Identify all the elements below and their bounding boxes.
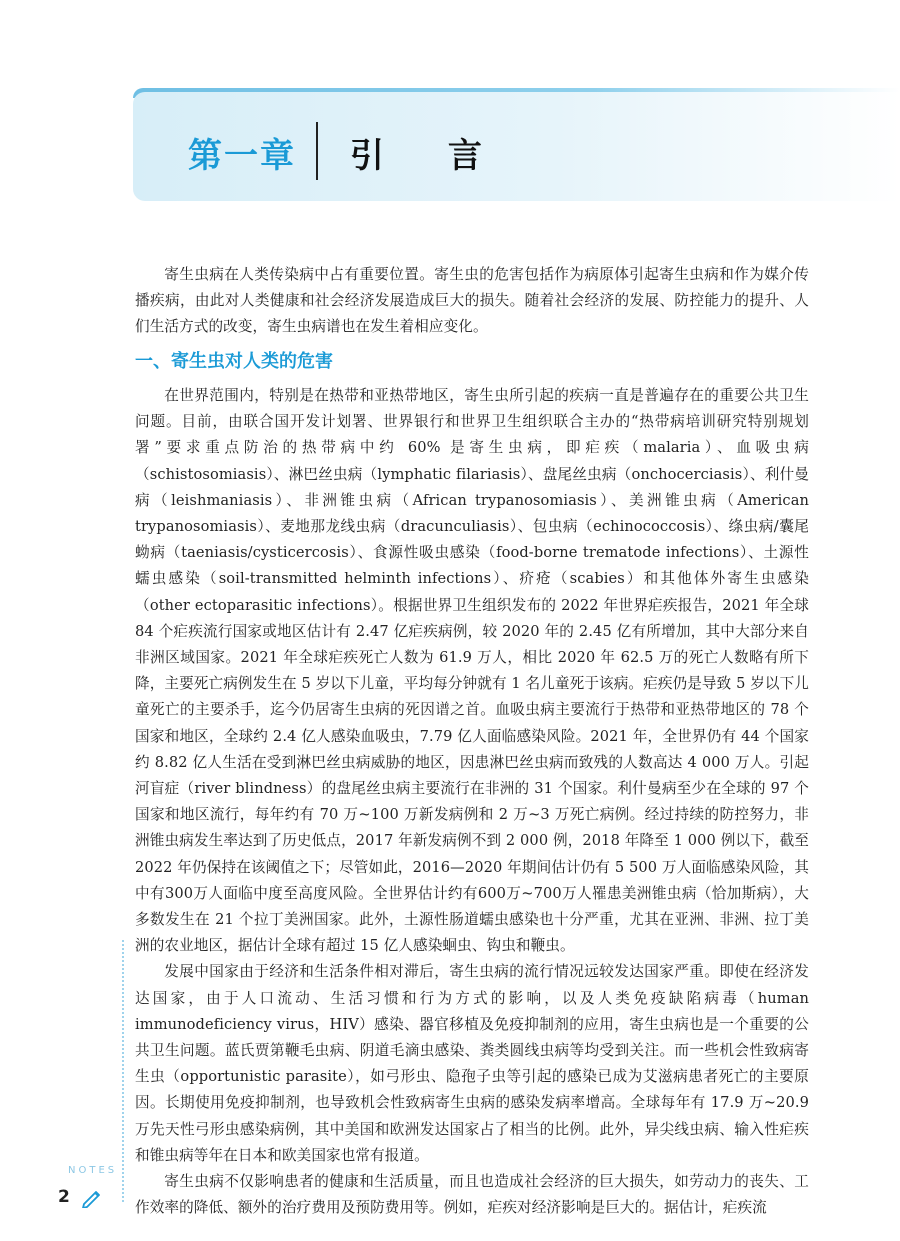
section-heading: 一、寄生虫对人类的危害: [135, 351, 333, 372]
chapter-divider: [316, 122, 318, 180]
pencil-icon: [80, 1186, 104, 1208]
page-number: 2: [58, 1187, 70, 1207]
notes-label: NOTES: [68, 1165, 118, 1176]
chapter-number: 第一章: [188, 136, 296, 176]
body-paragraph: 在世界范围内，特别是在热带和亚热带地区，寄生虫所引起的疾病一直是普遍存在的重要公共卫生问题。目前，由联合国开发计划署、世界银行和世界卫生组织联合主办的“热带病培训研究特别规划署”要求重点防治的热带病中约 60% 是寄生虫病，即疟疾（malaria）、血吸虫病（schistosomiasis）、淋巴丝虫病（lymphatic filariasis）、盘尾丝虫病（onchocerciasis）、利什曼病（leishmaniasis）、非洲锥虫病（African trypanosomiasis）、美洲锥虫病（American trypanosomiasis）、麦地那龙线虫病（dracunculiasis）、包虫病（echinococcosis）、绦虫病/囊尾蚴病（taeniasis/cysticercosis）、食源性吸虫感染（food-borne trematode infections）、土源性蠕虫感染（soil-transmitted helminth infections）、疥疮（scabies）和其他体外寄生虫感染（other ectoparasitic infections）。根据世界卫生组织发布的 2022 年世界疟疾报告，2021 年全球 84 个疟疾流行国家或地区估计有 2.47 亿疟疾病例，较 2020 年的 2.45 亿有所增加，其中大部分来自非洲区域国家。2021 年全球疟疾死亡人数为 61.9 万人，相比 2020 年 62.5 万的死亡人数略有所下降，主要死亡病例发生在 5 岁以下儿童，平均每分钟就有 1 名儿童死于该病。疟疾仍是导致 5 岁以下儿童死亡的主要杀手，迄今仍居寄生虫病的死因谱之首。血吸虫病主要流行于热带和亚热带地区的 78 个国家和地区，全球约 2.4 亿人感染血吸虫，7.79 亿人面临感染风险。2021 年，全世界仍有 44 个国家约 8.82 亿人生活在受到淋巴丝虫病威胁的地区，因患淋巴丝虫病而致残的人数高达 4 000 万人。引起河盲症（river blindness）的盘尾丝虫病主要流行在非洲的 31 个国家。利什曼病至少在全球的 97 个国家和地区流行，每年约有 70 万~100 万新发病例和 2 万~3 万死亡病例。经过持续的防控努力，非洲锥虫病发生率达到了历史低点，2017 年新发病例不到 2 000 例，2018 年降至 1 000 例以下，截至 2022 年仍保持在该阈值之下；尽管如此，2016—2020 年期间估计仍有 5 500 万人面临感染风险，其中有300万人面临中度至高度风险。全世界估计约有600万~700万人罹患美洲锥虫病（恰加斯病），大多数发生在 21 个拉丁美洲国家。此外，土源性肠道蠕虫感染也十分严重，尤其在亚洲、非洲、拉丁美洲的农业地区，据估计全球有超过 15 亿人感染蛔虫、钩虫和鞭虫。: [135, 387, 809, 955]
body-paragraph: 寄生虫病不仅影响患者的健康和生活质量，而且也造成社会经济的巨大损失，如劳动力的丧失、工作效率的降低、额外的治疗费用及预防费用等。例如，疟疾对经济影响是巨大的。据估计，疟疾流: [135, 1173, 809, 1217]
section-body: [135, 383, 809, 1222]
intro-section: [135, 262, 809, 341]
chapter-title: 引 言: [350, 136, 508, 176]
body-paragraph: 发展中国家由于经济和生活条件相对滞后，寄生虫病的流行情况远较发达国家严重。即使在经济发达国家，由于人口流动、生活习惯和行为方式的影响，以及人类免疫缺陷病毒（human immunodeficiency virus，HIV）感染、器官移植及免疫抑制剂的应用，寄生虫病也是一个重要的公共卫生问题。蓝氏贾第鞭毛虫病、阴道毛滴虫感染、粪类圆线虫病等均受到关注。而一些机会性致病寄生虫（opportunistic parasite），如弓形虫、隐孢子虫等引起的感染已成为艾滋病患者死亡的主要原因。长期使用免疫抑制剂，也导致机会性致病寄生虫病的感染发病率增高。全球每年有 17.9 万~20.9 万先天性弓形虫感染病例，其中美国和欧洲发达国家占了相当的比例。此外，异尖线虫病、输入性疟疾和锥虫病等年在日本和欧美国家也常有报道。: [135, 963, 809, 1164]
notes-margin-line: [122, 940, 124, 1202]
intro-paragraph: 寄生虫病在人类传染病中占有重要位置。寄生虫的危害包括作为病原体引起寄生虫病和作为媒介传播疾病，由此对人类健康和社会经济发展造成巨大的损失。随着社会经济的发展、防控能力的提升、人们生活方式的改变，寄生虫病谱也在发生着相应变化。: [135, 266, 809, 336]
